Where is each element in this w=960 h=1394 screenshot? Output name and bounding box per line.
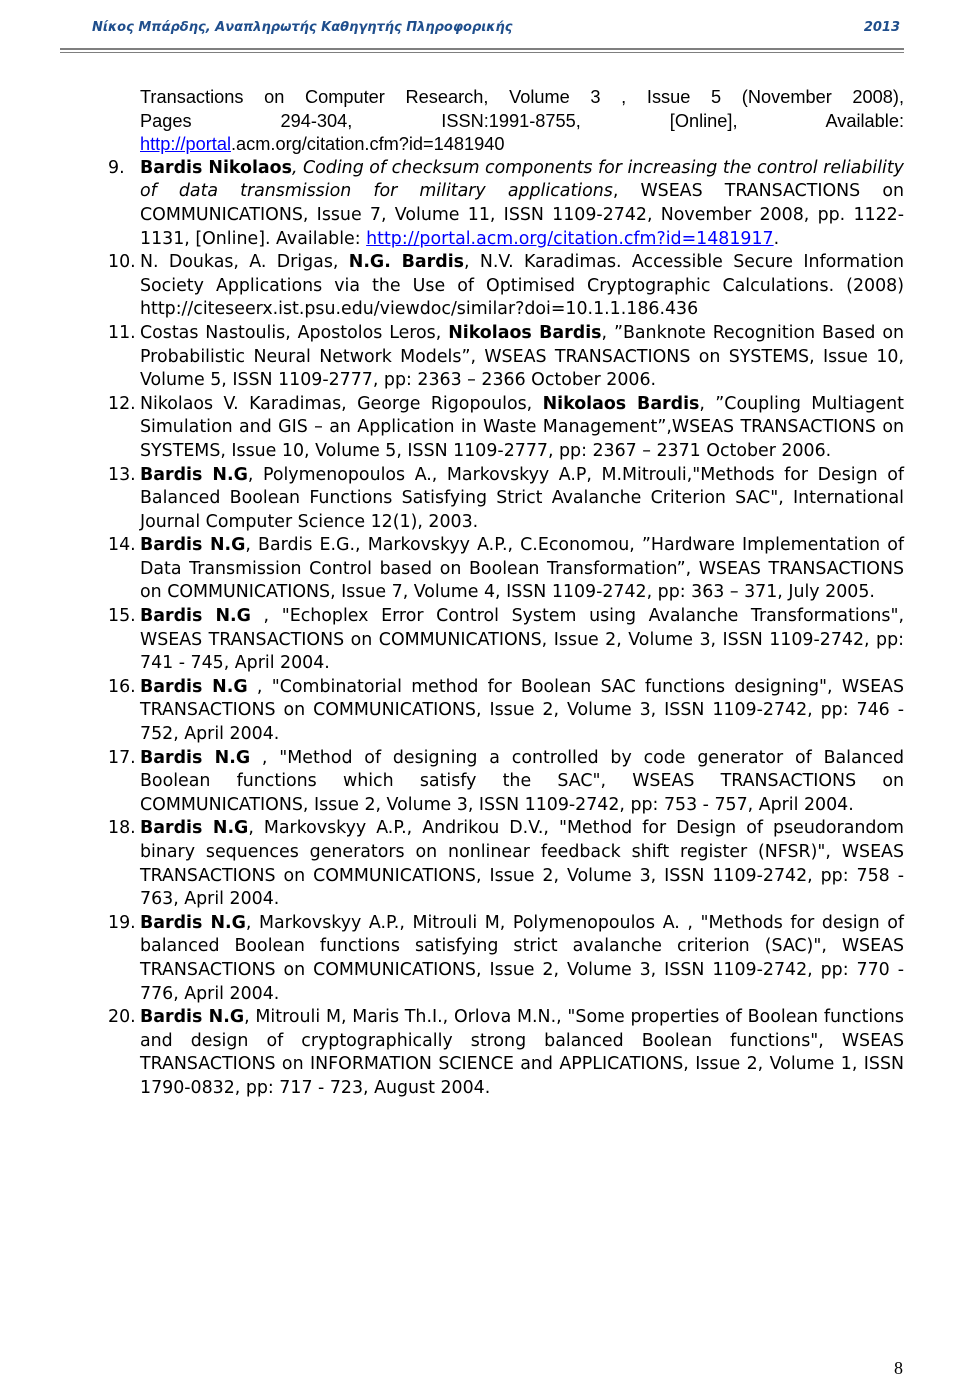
reference-details: , "Method of designing a controlled by code generator of Balanced Boolean functions which satisfy the SAC", WSEAS TRANSACTIONS on COMMUNICATIONS, Issue 2, Volume 3, ISSN 1109-2742, pp: 753 - 757, April 2004. bbox=[140, 747, 904, 815]
reference-number: 12. bbox=[108, 393, 136, 414]
reference-item-15 bbox=[108, 605, 904, 676]
continuation-link-a[interactable]: http://portal bbox=[140, 134, 231, 155]
reference-details: , "Combinatorial method for Boolean SAC functions designing", WSEAS TRANSACTIONS on COMMUNICATIONS, Issue 2, Volume 3, ISSN 1109-2742, pp: 746 - 752, April 2004. bbox=[140, 676, 904, 745]
reference-details: , WSEAS TRANSACTIONS on COMMUNICATIONS, Issue 7, Volume 11, ISSN 1109-2742, November 2008, pp. 1122-1131, [Online]. Available: bbox=[140, 181, 904, 249]
reference-details: , Bardis E.G., Markovskyy A.P., C.Economou, ”Hardware Implementation of Data Transmission Control based on Boolean Transformation”, WSEAS TRANSACTIONS on COMMUNICATIONS, Issue 7, Volume 4, ISSN 1109-2742, pp: 363 – 371, July 2005. bbox=[140, 535, 904, 603]
reference-text bbox=[140, 1006, 904, 1100]
reference-author-bold: Nikolaos Bardis bbox=[542, 393, 700, 414]
reference-details: , ”Banknote Recognition Based on Probabilistic Neural Network Models”, WSEAS TRANSACTIONS on SYSTEMS, Issue 10, Volume 5, ISSN 1109-2777, pp: 2363 – 2366 October 2006. bbox=[140, 322, 905, 391]
reference-author-bold: Bardis N.G bbox=[140, 676, 248, 697]
continuation-line-3 bbox=[140, 133, 904, 157]
reference-authors: N. Doukas, A. Drigas, bbox=[140, 252, 349, 273]
reference-number: 15. bbox=[108, 606, 136, 627]
reference-author-bold: N.G. Bardis bbox=[348, 252, 465, 273]
reference-item-20 bbox=[108, 1006, 904, 1100]
reference-text bbox=[140, 912, 904, 1006]
reference-details: , Markovskyy A.P., Mitrouli M, Polymenopoulos A. , "Methods for design of balanced Boolean functions satisfying strict avalanche criterion (SAC)", WSEAS TRANSACTIONS on COMMUNICATIONS, Issue 2, Volume 3, ISSN 1109-2742, pp: 770 - 776, April 2004. bbox=[140, 912, 904, 1004]
header-year: 2013 bbox=[863, 20, 900, 35]
reference-details: , ”Coupling Multiagent Simulation and GIS – an Application in Waste Management”,WSEAS TRANSACTIONS on SYSTEMS, Issue 10, Volume 5, ISSN 1109-2777, pp: 2367 – 2371 October 2006. bbox=[140, 393, 905, 461]
reference-item-16 bbox=[108, 676, 904, 747]
reference-number: 11. bbox=[108, 322, 136, 343]
reference-author-bold: Bardis N.G bbox=[140, 818, 249, 839]
continuation-line-2: Pages 294-304, ISSN:1991-8755, [Online], Available: bbox=[140, 110, 904, 131]
reference-number: 10. bbox=[108, 252, 136, 273]
reference-author-bold: Bardis N.G bbox=[140, 606, 251, 627]
reference-item-12 bbox=[108, 393, 904, 464]
header-author-title: Νίκος Μπάρδης, Αναπληρωτής Καθηγητής Πληροφορικής bbox=[92, 20, 513, 35]
reference-text bbox=[140, 322, 904, 393]
reference-text bbox=[140, 464, 904, 535]
reference-text bbox=[140, 534, 904, 605]
page-number: 8 bbox=[894, 1358, 903, 1378]
reference-text bbox=[140, 817, 904, 911]
reference-text bbox=[140, 157, 904, 251]
header-rule bbox=[60, 48, 904, 53]
reference-number: 17. bbox=[108, 747, 136, 768]
reference-author-bold: Bardis N.G bbox=[140, 1007, 245, 1028]
reference-text bbox=[140, 251, 904, 322]
reference-end: . bbox=[773, 228, 780, 249]
reference-author-bold: Bardis Nikolaos bbox=[140, 157, 292, 178]
reference-details: , Markovskyy A.P., Andrikou D.V., "Method for Design of pseudorandom binary sequences generators on nonlinear feedback shift register (NFSR)", WSEAS TRANSACTIONS on COMMUNICATIONS, Issue 2, Volume 3, ISSN 1109-2742, pp: 758 - 763, April 2004. bbox=[140, 818, 904, 910]
reference-item-11 bbox=[108, 322, 904, 393]
reference-text bbox=[140, 605, 904, 676]
reference-author-bold: Bardis N.G bbox=[140, 912, 246, 933]
reference-author-bold: Nikolaos Bardis bbox=[448, 322, 602, 343]
reference-item-18 bbox=[108, 817, 904, 911]
reference-author-bold: Bardis N.G bbox=[140, 464, 248, 485]
reference-title-italic: , Coding of checksum components for increasing the control reliability of data transmission for military applications bbox=[140, 157, 904, 202]
reference-item-14 bbox=[108, 534, 904, 605]
reference-number: 20. bbox=[108, 1007, 136, 1028]
reference-text bbox=[140, 747, 904, 818]
reference-link[interactable]: http://portal.acm.org/citation.cfm?id=1481917 bbox=[366, 228, 774, 249]
reference-item-13 bbox=[108, 464, 904, 535]
reference-item-17 bbox=[108, 747, 904, 818]
reference-authors: Nikolaos V. Karadimas, George Rigopoulos, bbox=[140, 393, 543, 414]
reference-number: 18. bbox=[108, 818, 136, 839]
reference-details: , N.V. Karadimas. Accessible Secure Information Society Applications via the Use of Optimised Cryptographic Calculations. (2008) http://citeseerx.ist.psu.edu/viewdoc/similar?doi=10.1.1.186.436 bbox=[140, 252, 904, 320]
reference-item-10 bbox=[108, 251, 904, 322]
reference-continuation bbox=[140, 86, 904, 157]
continuation-line-1: Transactions on Computer Research, Volume 3 , Issue 5 (November 2008), bbox=[140, 87, 904, 107]
reference-author-bold: Bardis N.G bbox=[140, 535, 246, 556]
reference-item-9 bbox=[108, 157, 904, 251]
reference-authors: Costas Nastoulis, Apostolos Leros, bbox=[140, 322, 449, 343]
reference-item-19 bbox=[108, 912, 904, 1006]
reference-author-bold: Bardis N.G bbox=[140, 747, 251, 768]
reference-number: 16. bbox=[108, 676, 136, 697]
reference-details: , Polymenopoulos A., Markovskyy A.P, M.Mitrouli,"Methods for Design of Balanced Boolean Functions Satisfying Strict Avalanche Criterion SAC", International Journal Computer Science 12(1), 2003. bbox=[140, 464, 904, 532]
reference-number: 9. bbox=[108, 157, 125, 178]
reference-number: 13. bbox=[108, 464, 136, 485]
reference-text bbox=[140, 393, 904, 464]
references-list bbox=[108, 86, 904, 1101]
continuation-link-b: .acm.org/citation.cfm?id=1481940 bbox=[231, 134, 505, 155]
reference-number: 14. bbox=[108, 535, 136, 556]
reference-details: , "Echoplex Error Control System using Avalanche Transformations", WSEAS TRANSACTIONS on COMMUNICATIONS, Issue 2, Volume 3, ISSN 1109-2742, pp: 741 - 745, April 2004. bbox=[140, 606, 904, 674]
reference-details: , Mitrouli M, Maris Th.I., Orlova M.N., "Some properties of Boolean functions and design of cryptographically strong balanced Boolean functions", WSEAS TRANSACTIONS on INFORMATION SCIENCE and APPLICATIONS, Issue 2, Volume 1, ISSN 1790-0832, pp: 717 - 723, August 2004. bbox=[140, 1007, 904, 1098]
reference-text bbox=[140, 676, 904, 747]
reference-number: 19. bbox=[108, 912, 136, 933]
